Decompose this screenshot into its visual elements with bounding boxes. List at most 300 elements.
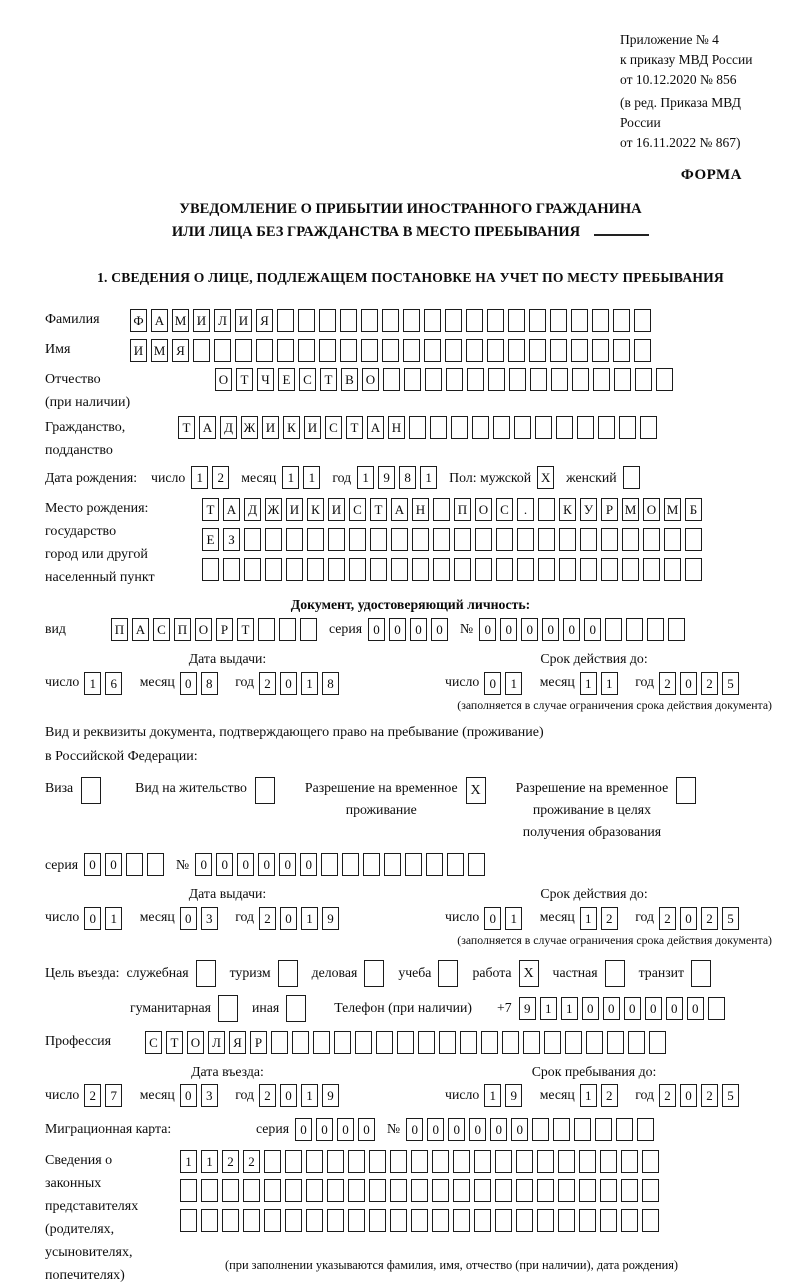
form-cell[interactable]	[487, 309, 504, 332]
form-cell[interactable]	[348, 1179, 365, 1202]
form-cell[interactable]: 0	[180, 1084, 197, 1107]
form-cell[interactable]	[319, 309, 336, 332]
form-cell[interactable]: 0	[389, 618, 406, 641]
form-cell[interactable]: 0	[258, 853, 275, 876]
form-cell[interactable]	[621, 1179, 638, 1202]
form-cell[interactable]: 1	[282, 466, 299, 489]
form-cell[interactable]: Т	[178, 416, 195, 439]
form-cell[interactable]	[453, 1150, 470, 1173]
form-cell[interactable]	[643, 558, 660, 581]
form-cell[interactable]	[600, 1150, 617, 1173]
form-cell[interactable]	[313, 1031, 330, 1054]
form-cell[interactable]: Н	[388, 416, 405, 439]
form-cell[interactable]	[327, 1179, 344, 1202]
form-cell[interactable]: М	[664, 498, 681, 521]
form-cell[interactable]	[244, 558, 261, 581]
form-cell[interactable]	[369, 1209, 386, 1232]
form-cell[interactable]: 0	[406, 1118, 423, 1141]
form-cell[interactable]: 9	[505, 1084, 522, 1107]
form-cell[interactable]	[193, 339, 210, 362]
form-cell[interactable]: 0	[687, 997, 704, 1020]
form-cell[interactable]	[411, 1179, 428, 1202]
form-cell[interactable]	[454, 528, 471, 551]
form-cell[interactable]	[425, 368, 442, 391]
form-cell[interactable]: 2	[601, 1084, 618, 1107]
form-cell[interactable]	[605, 960, 625, 987]
form-cell[interactable]	[292, 1031, 309, 1054]
form-cell[interactable]	[445, 309, 462, 332]
form-cell[interactable]: 0	[237, 853, 254, 876]
form-cell[interactable]: 1	[301, 907, 318, 930]
form-cell[interactable]	[223, 558, 240, 581]
form-cell[interactable]	[642, 1179, 659, 1202]
form-cell[interactable]: М	[172, 309, 189, 332]
form-cell[interactable]: А	[223, 498, 240, 521]
form-cell[interactable]	[180, 1179, 197, 1202]
form-cell[interactable]: И	[286, 498, 303, 521]
form-cell[interactable]	[530, 368, 547, 391]
form-cell[interactable]	[222, 1179, 239, 1202]
form-cell[interactable]	[285, 1209, 302, 1232]
form-cell[interactable]	[298, 339, 315, 362]
form-cell[interactable]: К	[283, 416, 300, 439]
form-cell[interactable]	[218, 995, 238, 1022]
form-cell[interactable]	[126, 853, 143, 876]
form-cell[interactable]: Т	[236, 368, 253, 391]
form-cell[interactable]: 0	[295, 1118, 312, 1141]
form-cell[interactable]	[537, 1150, 554, 1173]
form-cell[interactable]	[676, 777, 696, 804]
form-cell[interactable]: 1	[105, 907, 122, 930]
form-cell[interactable]: 0	[469, 1118, 486, 1141]
form-cell[interactable]: И	[262, 416, 279, 439]
form-cell[interactable]: 1	[357, 466, 374, 489]
form-cell[interactable]: О	[362, 368, 379, 391]
form-cell[interactable]	[451, 416, 468, 439]
form-cell[interactable]	[538, 558, 555, 581]
form-cell[interactable]: 1	[505, 672, 522, 695]
form-cell[interactable]	[550, 339, 567, 362]
form-cell[interactable]: Е	[278, 368, 295, 391]
form-cell[interactable]	[460, 1031, 477, 1054]
form-cell[interactable]	[445, 339, 462, 362]
form-cell[interactable]: 1	[191, 466, 208, 489]
form-cell[interactable]: Ж	[241, 416, 258, 439]
form-cell[interactable]	[600, 1179, 617, 1202]
form-cell[interactable]: 3	[201, 907, 218, 930]
form-cell[interactable]: 0	[680, 1084, 697, 1107]
form-cell[interactable]: 1	[301, 672, 318, 695]
form-cell[interactable]: 2	[659, 1084, 676, 1107]
form-cell[interactable]: 0	[300, 853, 317, 876]
form-cell[interactable]	[475, 528, 492, 551]
form-cell[interactable]: Н	[412, 498, 429, 521]
form-cell[interactable]: 3	[201, 1084, 218, 1107]
form-cell[interactable]: Р	[601, 498, 618, 521]
form-cell[interactable]	[243, 1209, 260, 1232]
form-cell[interactable]: М	[622, 498, 639, 521]
form-cell[interactable]	[355, 1031, 372, 1054]
form-cell[interactable]	[349, 528, 366, 551]
form-cell[interactable]	[626, 618, 643, 641]
form-cell[interactable]	[255, 777, 275, 804]
form-cell[interactable]	[244, 528, 261, 551]
form-cell[interactable]: О	[475, 498, 492, 521]
form-cell[interactable]	[553, 1118, 570, 1141]
form-cell[interactable]	[264, 1209, 281, 1232]
form-cell[interactable]	[622, 528, 639, 551]
form-cell[interactable]: 2	[659, 907, 676, 930]
form-cell[interactable]: 2	[212, 466, 229, 489]
form-cell[interactable]: 1	[420, 466, 437, 489]
form-cell[interactable]	[306, 1209, 323, 1232]
form-cell[interactable]	[201, 1209, 218, 1232]
form-cell[interactable]	[593, 368, 610, 391]
form-cell[interactable]: 1	[180, 1150, 197, 1173]
form-cell[interactable]: 0	[582, 997, 599, 1020]
form-cell[interactable]: 1	[580, 907, 597, 930]
form-cell[interactable]: 0	[84, 853, 101, 876]
form-cell[interactable]: Л	[208, 1031, 225, 1054]
form-cell[interactable]	[466, 309, 483, 332]
form-cell[interactable]	[472, 416, 489, 439]
form-cell[interactable]: О	[187, 1031, 204, 1054]
form-cell[interactable]: Ж	[265, 498, 282, 521]
form-cell[interactable]	[601, 528, 618, 551]
form-cell[interactable]	[595, 1118, 612, 1141]
form-cell[interactable]: 2	[601, 907, 618, 930]
form-cell[interactable]	[430, 416, 447, 439]
form-cell[interactable]: Д	[244, 498, 261, 521]
form-cell[interactable]	[370, 558, 387, 581]
form-cell[interactable]	[516, 1179, 533, 1202]
form-cell[interactable]	[382, 309, 399, 332]
form-cell[interactable]: 2	[259, 907, 276, 930]
form-cell[interactable]: 0	[216, 853, 233, 876]
form-cell[interactable]	[508, 339, 525, 362]
form-cell[interactable]: 0	[84, 907, 101, 930]
form-cell[interactable]: С	[145, 1031, 162, 1054]
form-cell[interactable]: Д	[220, 416, 237, 439]
form-cell[interactable]	[432, 1150, 449, 1173]
form-cell[interactable]	[256, 339, 273, 362]
form-cell[interactable]: И	[304, 416, 321, 439]
form-cell[interactable]: 0	[479, 618, 496, 641]
form-cell[interactable]: 0	[368, 618, 385, 641]
form-cell[interactable]	[495, 1209, 512, 1232]
form-cell[interactable]: 1	[540, 997, 557, 1020]
form-cell[interactable]	[328, 558, 345, 581]
form-cell[interactable]: П	[111, 618, 128, 641]
form-cell[interactable]: С	[349, 498, 366, 521]
form-cell[interactable]	[433, 498, 450, 521]
form-cell[interactable]	[202, 558, 219, 581]
form-cell[interactable]: С	[299, 368, 316, 391]
form-cell[interactable]	[514, 416, 531, 439]
form-cell[interactable]	[361, 339, 378, 362]
form-cell[interactable]	[523, 1031, 540, 1054]
form-cell[interactable]: А	[132, 618, 149, 641]
form-cell[interactable]	[577, 416, 594, 439]
form-cell[interactable]: 0	[448, 1118, 465, 1141]
form-cell[interactable]	[446, 368, 463, 391]
form-cell[interactable]	[403, 309, 420, 332]
form-cell[interactable]	[349, 558, 366, 581]
form-cell[interactable]	[298, 309, 315, 332]
form-cell[interactable]: 0	[584, 618, 601, 641]
form-cell[interactable]	[685, 558, 702, 581]
form-cell[interactable]: X	[519, 960, 539, 987]
form-cell[interactable]	[558, 1179, 575, 1202]
form-cell[interactable]	[285, 1179, 302, 1202]
form-cell[interactable]	[605, 618, 622, 641]
form-cell[interactable]	[321, 853, 338, 876]
form-cell[interactable]: 1	[580, 672, 597, 695]
form-cell[interactable]: И	[328, 498, 345, 521]
form-cell[interactable]	[502, 1031, 519, 1054]
form-cell[interactable]	[565, 1031, 582, 1054]
form-cell[interactable]: 8	[322, 672, 339, 695]
form-cell[interactable]	[376, 1031, 393, 1054]
form-cell[interactable]	[488, 368, 505, 391]
form-cell[interactable]	[285, 1150, 302, 1173]
form-cell[interactable]	[258, 618, 275, 641]
form-cell[interactable]: 0	[511, 1118, 528, 1141]
form-cell[interactable]	[508, 309, 525, 332]
form-cell[interactable]	[579, 1150, 596, 1173]
form-cell[interactable]	[348, 1209, 365, 1232]
form-cell[interactable]: Т	[346, 416, 363, 439]
form-cell[interactable]	[243, 1179, 260, 1202]
form-cell[interactable]: 1	[505, 907, 522, 930]
form-cell[interactable]	[509, 368, 526, 391]
form-cell[interactable]	[496, 558, 513, 581]
form-cell[interactable]: 8	[201, 672, 218, 695]
form-cell[interactable]	[334, 1031, 351, 1054]
form-cell[interactable]	[529, 309, 546, 332]
form-cell[interactable]: Р	[250, 1031, 267, 1054]
form-cell[interactable]	[411, 1209, 428, 1232]
form-cell[interactable]	[496, 528, 513, 551]
form-cell[interactable]	[529, 339, 546, 362]
form-cell[interactable]: 0	[337, 1118, 354, 1141]
form-cell[interactable]	[328, 528, 345, 551]
form-cell[interactable]	[405, 853, 422, 876]
form-cell[interactable]: И	[130, 339, 147, 362]
form-cell[interactable]: О	[195, 618, 212, 641]
form-cell[interactable]	[418, 1031, 435, 1054]
form-cell[interactable]	[383, 368, 400, 391]
form-cell[interactable]	[580, 528, 597, 551]
form-cell[interactable]	[264, 1179, 281, 1202]
form-cell[interactable]	[535, 416, 552, 439]
form-cell[interactable]: М	[151, 339, 168, 362]
form-cell[interactable]	[432, 1179, 449, 1202]
form-cell[interactable]	[544, 1031, 561, 1054]
form-cell[interactable]: У	[580, 498, 597, 521]
form-cell[interactable]	[495, 1179, 512, 1202]
form-cell[interactable]: 9	[322, 1084, 339, 1107]
form-cell[interactable]: 1	[484, 1084, 501, 1107]
form-cell[interactable]	[439, 1031, 456, 1054]
form-cell[interactable]	[516, 1209, 533, 1232]
form-cell[interactable]	[369, 1179, 386, 1202]
form-cell[interactable]: П	[454, 498, 471, 521]
form-cell[interactable]	[424, 309, 441, 332]
form-cell[interactable]	[579, 1209, 596, 1232]
form-cell[interactable]: 0	[180, 672, 197, 695]
form-cell[interactable]: 5	[722, 907, 739, 930]
form-cell[interactable]	[277, 309, 294, 332]
form-cell[interactable]	[307, 528, 324, 551]
form-cell[interactable]	[538, 498, 555, 521]
form-cell[interactable]	[571, 339, 588, 362]
form-cell[interactable]: Т	[202, 498, 219, 521]
form-cell[interactable]: 2	[243, 1150, 260, 1173]
form-cell[interactable]	[551, 368, 568, 391]
form-cell[interactable]	[601, 558, 618, 581]
form-cell[interactable]	[390, 1209, 407, 1232]
form-cell[interactable]	[571, 309, 588, 332]
form-cell[interactable]	[550, 309, 567, 332]
form-cell[interactable]: К	[307, 498, 324, 521]
form-cell[interactable]	[454, 558, 471, 581]
form-cell[interactable]	[382, 339, 399, 362]
form-cell[interactable]	[278, 960, 298, 987]
form-cell[interactable]: С	[325, 416, 342, 439]
form-cell[interactable]	[369, 1150, 386, 1173]
form-cell[interactable]	[453, 1179, 470, 1202]
form-cell[interactable]: Р	[216, 618, 233, 641]
form-cell[interactable]	[426, 853, 443, 876]
form-cell[interactable]: 0	[280, 672, 297, 695]
form-cell[interactable]: 0	[410, 618, 427, 641]
form-cell[interactable]: 5	[722, 1084, 739, 1107]
form-cell[interactable]	[537, 1179, 554, 1202]
form-cell[interactable]: 0	[542, 618, 559, 641]
form-cell[interactable]	[592, 309, 609, 332]
form-cell[interactable]	[433, 528, 450, 551]
form-cell[interactable]	[537, 1209, 554, 1232]
form-cell[interactable]	[403, 339, 420, 362]
form-cell[interactable]	[390, 1150, 407, 1173]
form-cell[interactable]: X	[537, 466, 554, 489]
form-cell[interactable]: 0	[180, 907, 197, 930]
form-cell[interactable]	[579, 1179, 596, 1202]
form-cell[interactable]	[616, 1118, 633, 1141]
form-cell[interactable]: 0	[280, 907, 297, 930]
form-cell[interactable]	[180, 1209, 197, 1232]
form-cell[interactable]: О	[215, 368, 232, 391]
form-cell[interactable]	[361, 309, 378, 332]
form-cell[interactable]	[586, 1031, 603, 1054]
form-cell[interactable]	[517, 558, 534, 581]
form-cell[interactable]: В	[341, 368, 358, 391]
form-cell[interactable]: 0	[195, 853, 212, 876]
form-cell[interactable]	[600, 1209, 617, 1232]
form-cell[interactable]	[277, 339, 294, 362]
form-cell[interactable]: 0	[316, 1118, 333, 1141]
form-cell[interactable]: 9	[322, 907, 339, 930]
form-cell[interactable]	[390, 1179, 407, 1202]
form-cell[interactable]: Я	[172, 339, 189, 362]
form-cell[interactable]	[668, 618, 685, 641]
form-cell[interactable]	[279, 618, 296, 641]
form-cell[interactable]	[574, 1118, 591, 1141]
form-cell[interactable]: 0	[645, 997, 662, 1020]
form-cell[interactable]	[391, 528, 408, 551]
form-cell[interactable]	[623, 466, 640, 489]
form-cell[interactable]	[517, 528, 534, 551]
form-cell[interactable]	[271, 1031, 288, 1054]
form-cell[interactable]	[235, 339, 252, 362]
form-cell[interactable]	[559, 528, 576, 551]
form-cell[interactable]: 9	[378, 466, 395, 489]
form-cell[interactable]	[580, 558, 597, 581]
form-cell[interactable]	[592, 339, 609, 362]
form-cell[interactable]	[307, 558, 324, 581]
form-cell[interactable]	[649, 1031, 666, 1054]
form-cell[interactable]: Т	[237, 618, 254, 641]
form-cell[interactable]	[487, 339, 504, 362]
form-cell[interactable]: К	[559, 498, 576, 521]
form-cell[interactable]: 2	[701, 672, 718, 695]
form-cell[interactable]: 1	[301, 1084, 318, 1107]
form-cell[interactable]: Т	[166, 1031, 183, 1054]
form-cell[interactable]: 7	[105, 1084, 122, 1107]
form-cell[interactable]: 0	[563, 618, 580, 641]
form-cell[interactable]: 0	[603, 997, 620, 1020]
form-cell[interactable]	[642, 1150, 659, 1173]
form-cell[interactable]: 9	[519, 997, 536, 1020]
form-cell[interactable]	[664, 558, 681, 581]
form-cell[interactable]: 0	[680, 907, 697, 930]
form-cell[interactable]	[621, 1150, 638, 1173]
form-cell[interactable]	[474, 1209, 491, 1232]
form-cell[interactable]	[397, 1031, 414, 1054]
form-cell[interactable]: 0	[105, 853, 122, 876]
form-cell[interactable]	[319, 339, 336, 362]
form-cell[interactable]	[412, 558, 429, 581]
form-cell[interactable]: 0	[484, 672, 501, 695]
form-cell[interactable]	[265, 558, 282, 581]
form-cell[interactable]	[340, 309, 357, 332]
form-cell[interactable]	[264, 1150, 281, 1173]
form-cell[interactable]	[384, 853, 401, 876]
form-cell[interactable]	[643, 528, 660, 551]
form-cell[interactable]	[635, 368, 652, 391]
form-cell[interactable]: 0	[680, 672, 697, 695]
form-cell[interactable]	[286, 558, 303, 581]
form-cell[interactable]	[306, 1150, 323, 1173]
form-cell[interactable]	[691, 960, 711, 987]
form-cell[interactable]	[614, 368, 631, 391]
form-cell[interactable]: 1	[561, 997, 578, 1020]
form-cell[interactable]	[559, 558, 576, 581]
form-cell[interactable]	[685, 528, 702, 551]
form-cell[interactable]	[412, 528, 429, 551]
form-cell[interactable]: 0	[666, 997, 683, 1020]
form-cell[interactable]	[622, 558, 639, 581]
form-cell[interactable]	[432, 1209, 449, 1232]
form-cell[interactable]	[637, 1118, 654, 1141]
form-cell[interactable]	[558, 1209, 575, 1232]
form-cell[interactable]	[475, 558, 492, 581]
form-cell[interactable]: Я	[229, 1031, 246, 1054]
form-cell[interactable]: 5	[722, 672, 739, 695]
form-cell[interactable]	[634, 309, 651, 332]
form-cell[interactable]: С	[153, 618, 170, 641]
